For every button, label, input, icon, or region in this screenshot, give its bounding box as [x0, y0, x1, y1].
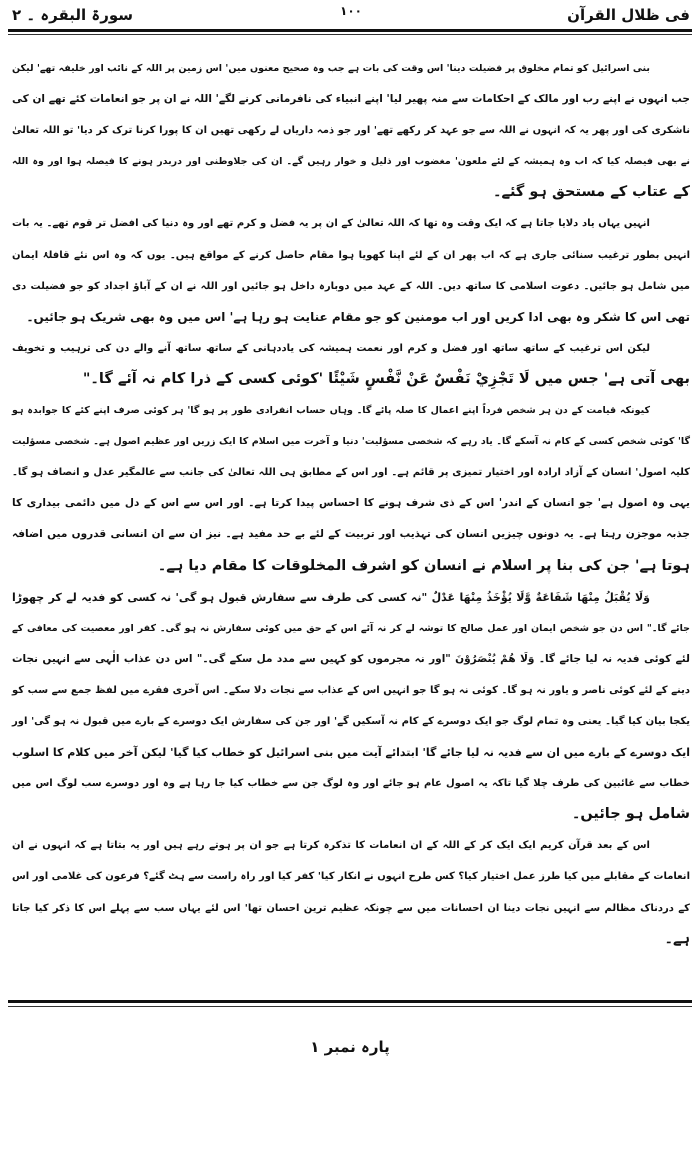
text-line: کے دردناک مظالم سے انہیں نجات دینا ان احسانات میں سے چونکہ عظیم ترین احسان تھا' اس لئے یہاں سب سے پہلے اس کا ذکر کیا جاتا: [12, 902, 690, 914]
paragraph: [12, 395, 690, 582]
text-line: اس کے بعد قرآن کریم ایک ایک کر کے اللہ کے ان انعامات کا تذکرہ کرتا ہے جو ان پر ہوتے رہے ہیں اور یہ بتاتا ہے کہ انہوں نے ان: [12, 840, 650, 852]
paragraph: [12, 830, 690, 954]
text-line: کے عتاب کے مستحق ہو گئے۔: [492, 184, 690, 201]
text-line: بنی اسرائیل کو تمام مخلوق پر فضیلت دینا' اس وقت کی بات ہے جب وہ صحیح معنوں میں' اس زمین پر اللہ کے نائب اور خلیفہ تھے' لیکن: [12, 63, 650, 74]
text-line: بھی آتی ہے' جس میں لَا تَجْزِيْ نَفْسٌ عَنْ نَّفْسٍ شَيْئًا 'کوئی کسی کے ذرا کام نہ آئے گا۔": [82, 370, 690, 387]
text-line: جذبہ موجزن رہتا ہے۔ یہ دونوں چیزیں انسان کی تہذیب اور تربیت کے لئے بے حد مفید ہے۔ نیز ان سے ان انسانی قدروں میں اضافہ: [12, 528, 690, 541]
text-line: دینے کے لئے کوئی ناصر و یاور نہ ہو گا۔ کوئی نہ ہو گا جو انہیں اس کے عذاب سے نجات دلا سکے۔ اس آخری فقرے میں لفظ جمع سے سب کو: [12, 684, 690, 696]
text-line: جائے گا۔" اس دن جو شخص ایمان اور عمل صالح کا توشہ لے کر نہ آئے اس کے حق میں کوئی سفارش نہ ہو گی۔ کفر اور معصیت کی معافی کے: [12, 622, 690, 634]
body-text: [12, 53, 690, 955]
text-line: نے بھی فیصلہ کیا کہ اب وہ ہمیشہ کے لئے ملعون' مغضوب اور ذلیل و خوار رہیں گے۔ ان کی جلاوطنی اور دربدر ہونے کا فیصلہ ہوا اور وہ اللہ: [12, 156, 690, 168]
paragraph: [12, 333, 690, 395]
text-line: خطاب سے غائبین کی طرف چلا گیا تاکہ یہ اصول عام ہو جائے اور وہ لوگ جن سے خطاب کیا جا رہا ہے وہ اور دوسرے سب لوگ اس میں: [12, 778, 690, 790]
header-rule-thin: [8, 34, 692, 35]
text-line: انہیں یہاں یاد دلایا جاتا ہے کہ ایک وقت وہ تھا کہ اللہ تعالیٰ کے ان پر یہ فضل و کرم تھے اور وہ دنیا کی افضل تر قوم تھے۔ یہ بات: [12, 218, 650, 230]
text-line: وَلَا يُقْبَلُ مِنْهَا شَفَاعَةٌ وَّلَا يُؤْخَذُ مِنْهَا عَدْلٌ "نہ کسی کی طرف سے سفارش قبول ہو گی' نہ کسی کو فدیہ لے کر چھوڑا: [12, 590, 650, 604]
text-line: ہوتا ہے' جن کی بنا پر اسلام نے انسان کو اشرف المخلوقات کا مقام دیا ہے۔: [157, 557, 690, 574]
page-number: ۱۰۰: [340, 4, 362, 18]
text-line: انہیں بطور ترغیب سنائی جاری ہے کہ اب پھر ان کے لئے اپنا کھویا ہوا مقام حاصل کرنے کے مواقع ہیں۔ یوں کہ وہ اس نئے قافلۂ ایمان: [12, 249, 690, 261]
text-line: گا' کوئی شخص کسی کے کام نہ آسکے گا۔ یاد رہے کہ شخصی مسؤلیت' دنیا و آخرت میں اسلام کا ایک زریں اور عظیم اصول ہے۔ شخصی مسؤلیت: [12, 436, 690, 448]
text-line: کلیہ اصول' انسان کے آزاد ارادہ اور اختیار تمیزی پر قائم ہے۔ اور اس کے مطابق ہی اللہ تعالیٰ کی جانب سے عالمگیر عدل و انصاف ہو گا۔: [12, 467, 690, 479]
text-line: ہے۔: [664, 930, 690, 947]
text-line: انعامات کے مقابلے میں کیا طرز عمل اختیار کیا؟ کس طرح انہوں نے انکار کیا' کفر کیا اور راہ راست سے ہٹ گئے؟ فرعون کی غلامی اور اس: [12, 871, 690, 883]
text-line: جب انہوں نے اپنے رب اور مالک کے احکامات سے منہ پھیر لیا' اپنے انبیاء کی نافرمانی کرنے لگے' اللہ نے ان پر جو انعامات کئے تھے ان کی: [12, 93, 690, 106]
book-title: فی ظلال القرآن: [567, 6, 690, 24]
text-line: لئے کوئی فدیہ نہ لیا جائے گا۔ وَلَا هُمْ يُنْصَرُوْنَ "اور نہ مجرموں کو کہیں سے مدد مل سکے گی۔" اس دن عذاب الٰہی سے انہیں نجات: [12, 652, 690, 665]
paragraph: [12, 582, 690, 831]
text-line: یہی وہ اصول ہے' جو انسان کے اندر' اس کے ذی شرف ہونے کا احساس پیدا کرتا ہے۔ اور اس سے اس کے دل میں دائمی بیداری کا: [12, 497, 690, 510]
text-line: یکجا بیان کیا گیا۔ یعنی وہ تمام لوگ جو ایک دوسرے کے کام نہ آسکیں گے' اور جن کی سفارش ایک دوسرے کے بارے میں قبول نہ ہو گی' اور: [12, 715, 690, 727]
paragraph: [12, 208, 690, 332]
text-line: ایک دوسرے کے بارے میں ان سے فدیہ نہ لیا جائے گا' ابتدائے آیت میں بنی اسرائیل کو خطاب کیا گیا' لیکن آخر میں کلام کا اسلوب: [12, 746, 690, 760]
surah-name: سورۃ البقرہ ۔ ۲: [12, 6, 134, 24]
text-line: میں شامل ہو جائیں۔ دعوت اسلامی کا ساتھ دیں۔ اللہ کے عہد میں دوبارہ داخل ہو جائیں اور اللہ نے ان کے آباؤ اجداد کو جو فضیلت دی: [12, 280, 690, 292]
text-line: کیونکہ قیامت کے دن ہر شخص فرداً اپنے اعمال کا صلہ پائے گا۔ وہاں حساب انفرادی طور پر ہو گا' ہر کوئی صرف اپنے کئے کا جوابدہ ہو: [12, 405, 650, 417]
header-rule: [8, 29, 692, 32]
para-number: پارہ نمبر ۱: [310, 1038, 390, 1056]
footer-rule: [8, 1000, 692, 1003]
text-line: تھی اس کا شکر وہ بھی ادا کریں اور اب مومنین کو جو مقام عنایت ہو رہا ہے' اس میں وہ بھی شریک ہو جائیں۔: [26, 309, 690, 324]
paragraph: [12, 53, 690, 208]
text-line: لیکن اس ترغیب کے ساتھ ساتھ اور فضل و کرم اور نعمت ہمیشہ کی یاددہانی کے ساتھ ساتھ آنے والے دن کی ترہیب و تخویف: [12, 342, 650, 354]
text-line: شامل ہو جائیں۔: [571, 806, 690, 823]
footer-rule-thin: [8, 1006, 692, 1007]
text-line: ناشکری کی اور پھر یہ کہ انہوں نے اللہ سے جو عہد کر رکھے تھے' اور جو ذمہ داریاں لے رکھی تھیں ان کا پورا کرنا ترک کر دیا' تو اللہ تعالیٰ: [12, 125, 690, 137]
